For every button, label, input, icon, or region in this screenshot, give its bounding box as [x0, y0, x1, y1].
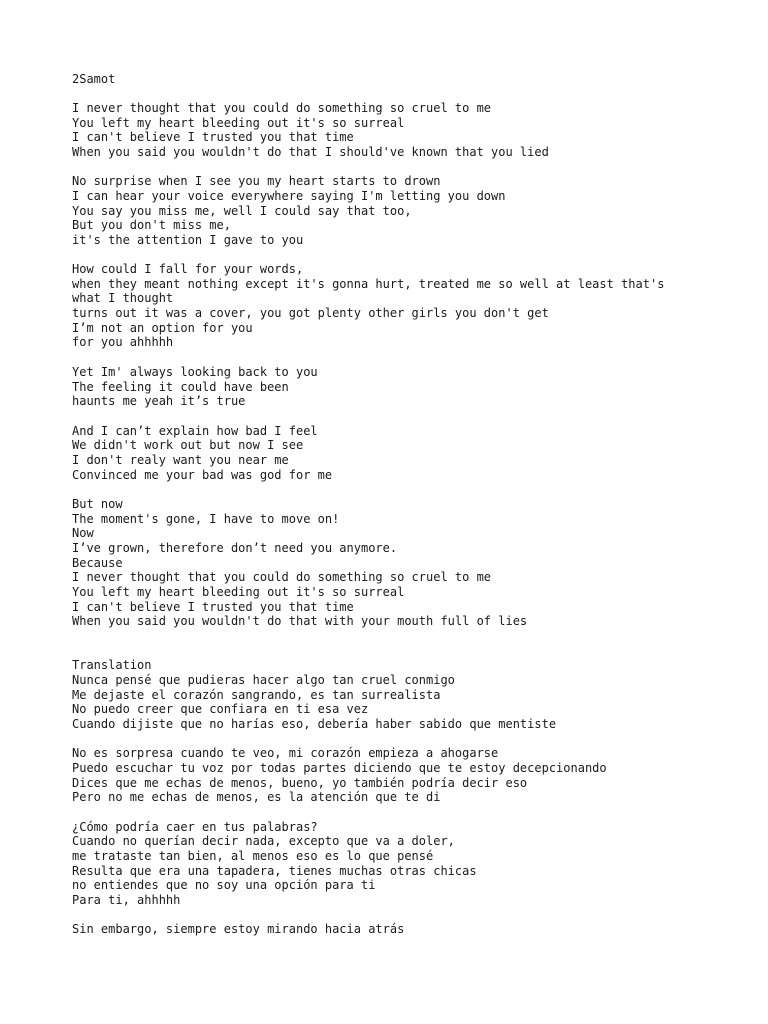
lyric-line: Convinced me your bad was god for me: [72, 468, 333, 482]
translation-line: ¿Cómo podría caer en tus palabras?: [72, 820, 318, 834]
lyric-line: But you don't miss me,: [72, 218, 231, 232]
translation-line: No puedo creer que confiara en ti esa vez: [72, 702, 369, 716]
lyric-line: I don't realy want you near me: [72, 453, 289, 467]
lyric-line: I never thought that you could do something so cruel to me: [72, 570, 492, 584]
lyric-line: How could I fall for your words,: [72, 262, 304, 276]
lyric-line: what I thought: [72, 291, 174, 305]
lyric-line: When you said you wouldn't do that with your mouth full of lies: [72, 614, 528, 628]
lyric-line: haunts me yeah it’s true: [72, 394, 246, 408]
translation-line: Cuando dijiste que no harías eso, debería haber sabido que mentiste: [72, 717, 557, 731]
lyric-line: I’m not an option for you: [72, 321, 253, 335]
lyric-line: Now: [72, 526, 94, 540]
lyric-line: Yet Im' always looking back to you: [72, 365, 318, 379]
lyric-line: The moment's gone, I have to move on!: [72, 512, 340, 526]
translation-line: Me dejaste el corazón sangrando, es tan surrealista: [72, 688, 441, 702]
lyric-line: You left my heart bleeding out it's so surreal: [72, 116, 405, 130]
lyric-line: I can't believe I trusted you that time: [72, 600, 354, 614]
lyric-line: When you said you wouldn't do that I should've known that you lied: [72, 145, 549, 159]
translation-line: me trataste tan bien, al menos eso es lo que pensé: [72, 849, 434, 863]
lyric-line: Because: [72, 556, 123, 570]
lyric-line: No surprise when I see you my heart starts to drown: [72, 174, 441, 188]
lyric-line: for you ahhhhh: [72, 335, 174, 349]
lyric-line: I can hear your voice everywhere saying I'm letting you down: [72, 189, 506, 203]
translation-line: Resulta que era una tapadera, tienes muchas otras chicas: [72, 864, 477, 878]
lyric-line: I never thought that you could do something so cruel to me: [72, 101, 492, 115]
translation-line: no entiendes que no soy una opción para ti: [72, 878, 376, 892]
lyric-line: when they meant nothing except it's gonna hurt, treated me so well at least that's: [72, 277, 665, 291]
lyric-line: The feeling it could have been: [72, 380, 289, 394]
translation-line: Sin embargo, siempre estoy mirando hacia atrás: [72, 922, 405, 936]
translation-line: Cuando no querían decir nada, excepto que va a doler,: [72, 834, 455, 848]
translation-heading: Translation: [72, 658, 152, 672]
translation-line: Para ti, ahhhhh: [72, 893, 181, 907]
lyric-line: You left my heart bleeding out it's so surreal: [72, 585, 405, 599]
translation-line: Puedo escuchar tu voz por todas partes diciendo que te estoy decepcionando: [72, 761, 607, 775]
lyric-line: I can't believe I trusted you that time: [72, 130, 354, 144]
translation-line: Nunca pensé que pudieras hacer algo tan cruel conmigo: [72, 673, 455, 687]
lyric-line: And I can’t explain how bad I feel: [72, 424, 318, 438]
lyric-line: But now: [72, 497, 123, 511]
translation-line: Dices que me echas de menos, bueno, yo también podría decir eso: [72, 776, 528, 790]
lyric-line: We didn't work out but now I see: [72, 438, 304, 452]
translation-line: No es sorpresa cuando te veo, mi corazón empieza a ahogarse: [72, 746, 499, 760]
lyric-line: it's the attention I gave to you: [72, 233, 304, 247]
lyric-line: turns out it was a cover, you got plenty other girls you don't get: [72, 306, 549, 320]
translation-line: Pero no me echas de menos, es la atención que te di: [72, 790, 441, 804]
lyric-line: You say you miss me, well I could say that too,: [72, 204, 412, 218]
lyric-line: I’ve grown, therefore don’t need you anymore.: [72, 541, 398, 555]
document-title: 2Samot: [72, 72, 116, 86]
